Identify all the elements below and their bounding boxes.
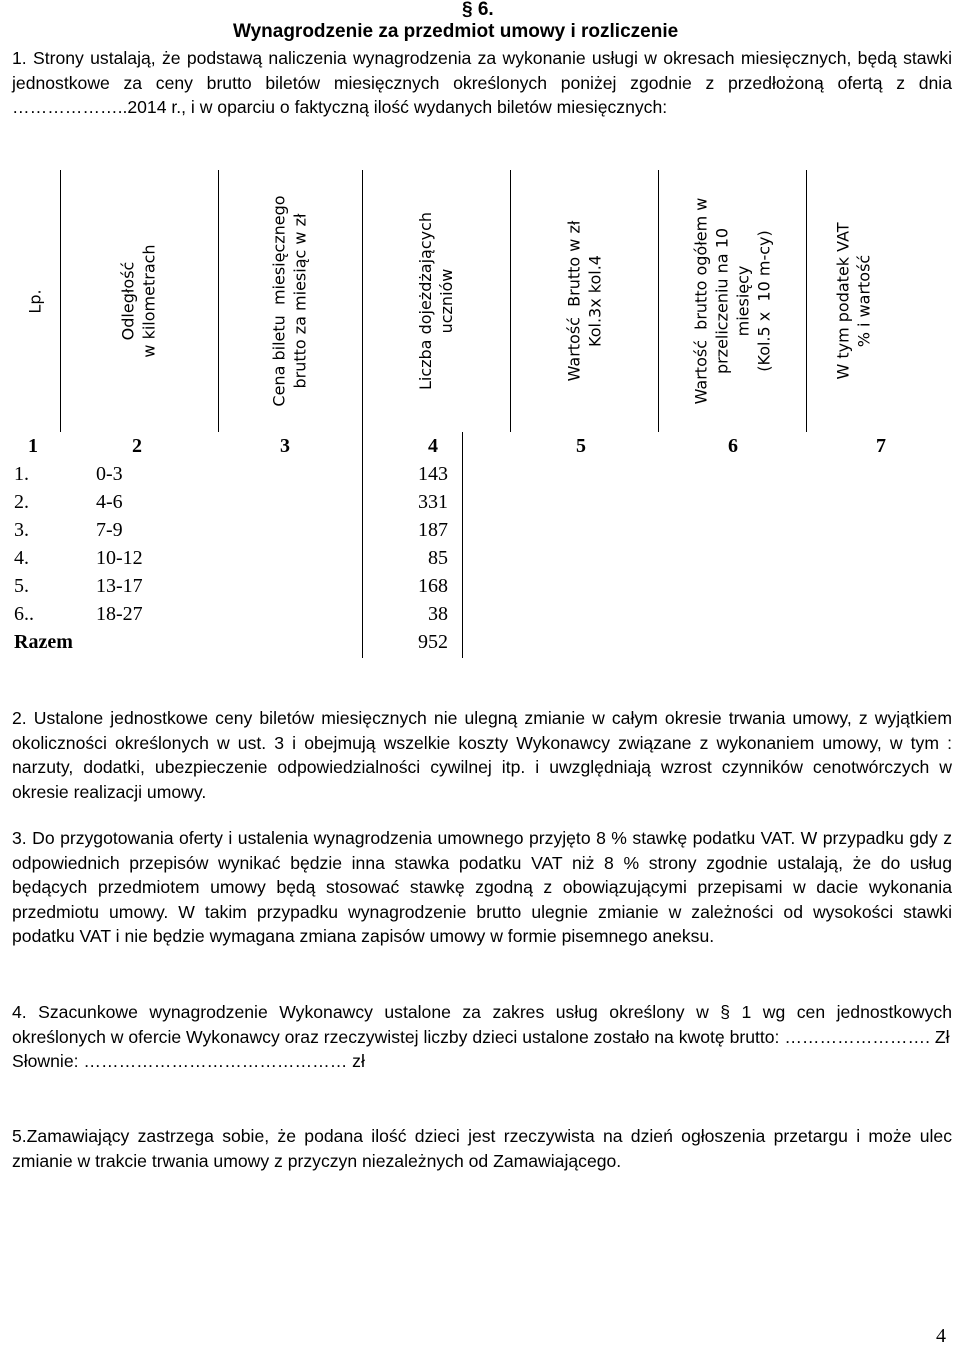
table-row-lp: 4. bbox=[14, 547, 29, 569]
table-row-distance: 10-12 bbox=[96, 547, 143, 569]
table-row-lp: 5. bbox=[14, 575, 29, 597]
table-row-students: 168 bbox=[418, 575, 448, 597]
table-row-distance: 4-6 bbox=[96, 491, 123, 513]
ticket-table bbox=[10, 170, 902, 658]
table-row-distance: 0-3 bbox=[96, 463, 123, 485]
paragraph-3: 3. Do przygotowania oferty i ustalenia wynagrodzenia umownego przyjęto 8 % stawkę podatku VAT. W przypadku gdy z odpowiednich przepisów wynikać będzie inna stawka podatku VAT niż 8 % strony zgodnie ustalają, że do usług będących przedmiotem umowy będą stosować stawkę zgodną z obowiązującymi przepisami w dacie wykonania przedmiotu umowy. W takim przypadku wynagrodzenie brutto ulegnie zmianie w zależności od wysokości stawki podatku VAT i nie będzie wymagana zmiana zapisów umowy w formie pisemnego aneksu. bbox=[12, 828, 952, 947]
column-number: 2 bbox=[132, 435, 142, 457]
column-number: 1 bbox=[28, 435, 38, 457]
header-students: Liczba dojeżdżających uczniów bbox=[416, 211, 457, 391]
paragraph-4-text: 4. Szacunkowe wynagrodzenie Wykonawcy ustalone za zakres usług określony w § 1 wg cen jednostkowych określonych w ofercie Wykonawcy oraz rzeczywistej liczby dzieci ustalone zostało na kwotę brutto: ……………………. Zł bbox=[12, 1002, 952, 1047]
column-number: 4 bbox=[428, 435, 438, 457]
column-number: 3 bbox=[280, 435, 290, 457]
table-row-students: 143 bbox=[418, 463, 448, 485]
table-row-students: 187 bbox=[418, 519, 448, 541]
paragraph-4 bbox=[12, 1000, 952, 1074]
header-vat: W tym podatek VAT % i wartość bbox=[834, 222, 874, 380]
paragraph-1: 1. Strony ustalają, że podstawą naliczenia wynagrodzenia za wykonanie usługi w okresach miesięcznych, będą stawki jednostkowe za ceny brutto biletów miesięcznych określonych poniżej zgodnie z przedłożoną ofertą z dnia ………………..2014 r., i w oparciu o faktyczną ilość wydanych biletów miesięcznych: bbox=[12, 48, 952, 118]
page-number: 4 bbox=[936, 1325, 946, 1347]
column-number: 5 bbox=[576, 435, 586, 457]
header-gross-value: Wartość Brutto w zł Kol.3x kol.4 bbox=[564, 220, 604, 382]
table-row-lp: 1. bbox=[14, 463, 29, 485]
table-row-lp: 6.. bbox=[14, 603, 34, 625]
column-number: 6 bbox=[728, 435, 738, 457]
table-row-students: 85 bbox=[428, 547, 448, 569]
table-row-students: 38 bbox=[428, 603, 448, 625]
table-row-lp: 2. bbox=[14, 491, 29, 513]
section-title: Wynagrodzenie za przedmiot umowy i rozliczenie bbox=[233, 21, 679, 42]
table-row-distance: 7-9 bbox=[96, 519, 123, 541]
table-total-label: Razem bbox=[14, 631, 73, 653]
table-row-students: 331 bbox=[418, 491, 448, 513]
header-total-10-months: Wartość brutto ogółem w przeliczeniu na 10 miesięcy (Kol.5 x 10 m-cy) bbox=[691, 197, 774, 405]
paragraph-5: 5.Zamawiający zastrzega sobie, że podana ilość dzieci jest rzeczywista na dzień ogłoszenia przetargu i może ulec zmianie w trakcie trwania umowy z przyczyn niezależnych od Zamawiającego. bbox=[12, 1126, 952, 1171]
paragraph-4-words: Słownie: ……………………………………… zł bbox=[12, 1051, 365, 1072]
header-lp: Lp. bbox=[25, 288, 45, 314]
section-number: § 6. bbox=[462, 0, 494, 20]
table-total-students: 952 bbox=[418, 631, 448, 653]
table-row-distance: 18-27 bbox=[96, 603, 143, 625]
column-number: 7 bbox=[876, 435, 886, 457]
table-row-lp: 3. bbox=[14, 519, 29, 541]
paragraph-2: 2. Ustalone jednostkowe ceny biletów miesięcznych nie ulegną zmianie w całym okresie trwania umowy, z wyjątkiem okoliczności określonych w ust. 3 i obejmują wszelkie koszty Wykonawcy związane z wykonaniem umowy, w tym : narzuty, dodatki, ubezpieczenie odpowiedzialności cywilnej itp. i uwzględniają wzrost czynników cenotwórczych w okresie realizacji umowy. bbox=[12, 708, 952, 802]
header-ticket-price: Cena biletu miesięcznego brutto za miesiąc w zł bbox=[270, 195, 310, 407]
header-distance: Odległość w kilometrach bbox=[118, 244, 159, 358]
table-divider bbox=[462, 432, 463, 658]
table-row-distance: 13-17 bbox=[96, 575, 143, 597]
